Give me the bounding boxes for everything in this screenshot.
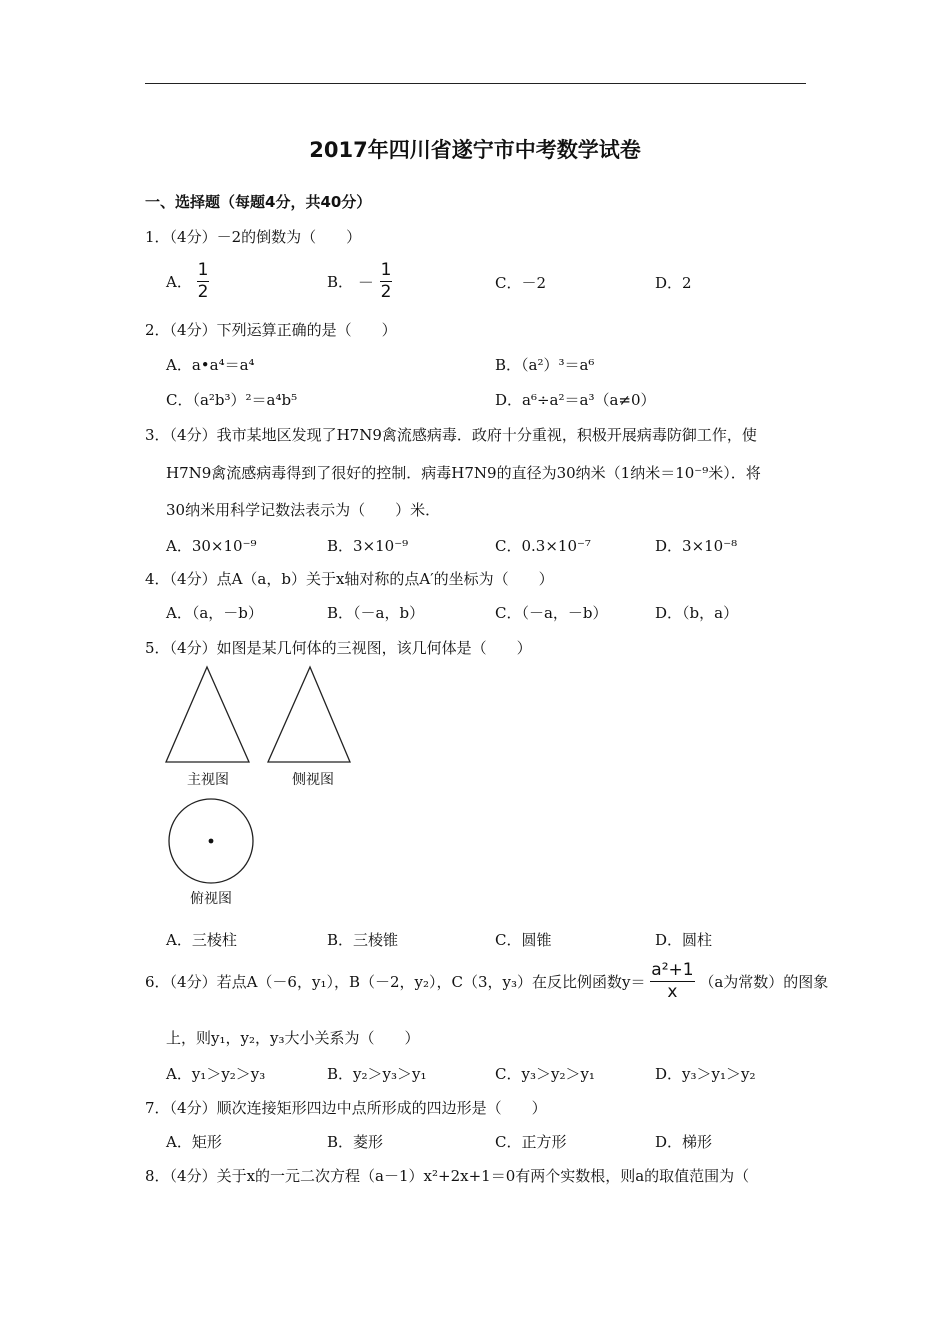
- q2-option-a: A．a•a⁴＝a⁴: [166, 356, 255, 374]
- q7-option-d: D．梯形: [655, 1133, 713, 1151]
- q1-b-fraction: $\frac{1}{2}$: [380, 260, 392, 302]
- q1-option-b: B． － $\frac{1}{2}$: [327, 260, 392, 302]
- q3-line-1: 3．（4分）我市某地区发现了H7N9禽流感病毒．政府十分重视，积极开展病毒防御工作，使: [145, 426, 757, 444]
- section-heading: 一、选择题（每题4分，共40分）: [145, 193, 372, 211]
- q8-stem: 8．（4分）关于x的一元二次方程（a－1）x²+2x+1＝0有两个实数根，则a的取值范围为（: [145, 1167, 750, 1185]
- q4-option-d: D．（b，a）: [655, 604, 739, 622]
- q4-option-c: C．（－a，－b）: [495, 604, 608, 622]
- q3-line-2: H7N9禽流感病毒得到了很好的控制．病毒H7N9的直径为30纳米（1纳米＝10⁻⁹米）．将: [166, 464, 761, 482]
- q7-option-c: C．正方形: [495, 1133, 567, 1151]
- top-view-label: 俯视图: [190, 891, 232, 907]
- q6-line-2: 上，则y₁，y₂，y₃大小关系为（ ）: [166, 1029, 420, 1047]
- q1-option-d: D．2: [655, 274, 692, 292]
- q6-option-c: C．y₃＞y₂＞y₁: [495, 1065, 595, 1083]
- q6-stem: 6．（4分）若点A（－6，y₁），B（－2，y₂），C（3，y₃）在反比例函数y＝ $\frac{\text{a²+1}}{x}$ （a为常数）的图象: [145, 960, 829, 1002]
- q1-option-a: A． $\frac{1}{2}$: [166, 260, 209, 302]
- top-view-center-dot: [209, 839, 214, 844]
- q3-option-c: C．0.3×10⁻⁷: [495, 537, 591, 555]
- q1-a-fraction: $\frac{1}{2}$: [197, 260, 209, 302]
- front-view-triangle: [166, 667, 249, 762]
- q5-stem: 5．（4分）如图是某几何体的三视图，该几何体是（ ）: [145, 639, 532, 657]
- q7-option-a: A．矩形: [166, 1133, 222, 1151]
- q2-option-d: D．a⁶÷a²＝a³（a≠0）: [495, 391, 656, 409]
- q7-option-b: B．菱形: [327, 1133, 384, 1151]
- side-view-label: 侧视图: [292, 772, 334, 788]
- header-rule: [145, 83, 806, 84]
- q6-option-a: A．y₁＞y₂＞y₃: [166, 1065, 266, 1083]
- q5-option-d: D．圆柱: [655, 931, 713, 949]
- q3-option-d: D．3×10⁻⁸: [655, 537, 738, 555]
- q6-fraction: $\frac{\text{a²+1}}{x}$: [651, 960, 694, 1002]
- q5-option-c: C．圆锥: [495, 931, 552, 949]
- q6-option-b: B．y₂＞y₃＞y₁: [327, 1065, 427, 1083]
- q6-option-d: D．y₃＞y₁＞y₂: [655, 1065, 756, 1083]
- front-view-label: 主视图: [187, 772, 229, 788]
- q4-option-b: B．（－a，b）: [327, 604, 425, 622]
- q2-option-b: B．（a²）³＝a⁶: [495, 356, 595, 374]
- q3-option-a: A．30×10⁻⁹: [166, 537, 257, 555]
- q7-stem: 7．（4分）顺次连接矩形四边中点所形成的四边形是（ ）: [145, 1099, 547, 1117]
- q3-line-3: 30纳米用科学记数法表示为（ ）米．: [166, 501, 441, 519]
- q1-stem: 1．（4分）－2的倒数为（ ）: [145, 228, 362, 246]
- q2-stem: 2．（4分）下列运算正确的是（ ）: [145, 321, 397, 339]
- q4-option-a: A．（a，－b）: [166, 604, 263, 622]
- q5-option-a: A．三棱柱: [166, 931, 237, 949]
- page-title: 2017年四川省遂宁市中考数学试卷: [309, 138, 641, 162]
- q2-option-c: C．（a²b³）²＝a⁴b⁵: [166, 391, 298, 409]
- q1-option-c: C．－2: [495, 274, 547, 292]
- q5-option-b: B．三棱锥: [327, 931, 399, 949]
- side-view-triangle: [268, 667, 350, 762]
- q4-stem: 4．（4分）点A（a，b）关于x轴对称的点A′的坐标为（ ）: [145, 570, 554, 588]
- q3-option-b: B．3×10⁻⁹: [327, 537, 409, 555]
